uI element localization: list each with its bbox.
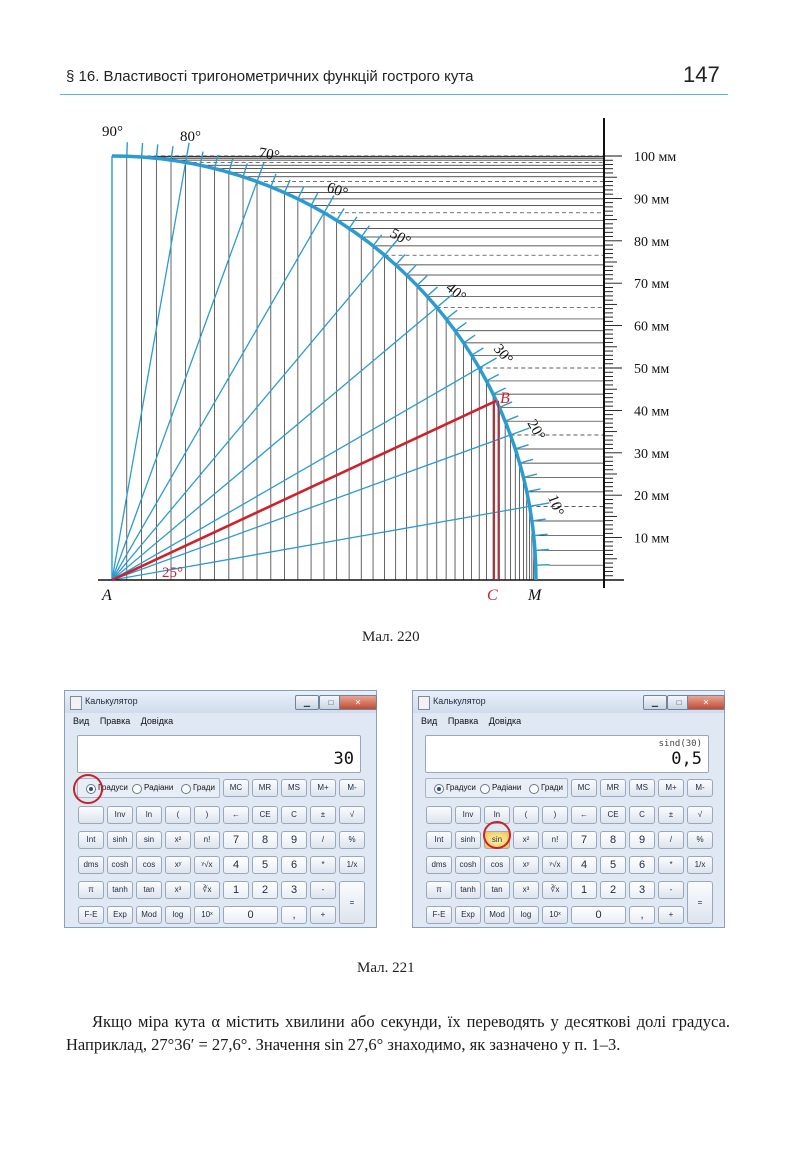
arc-tick	[472, 348, 484, 355]
1-key[interactable]: 1	[571, 881, 597, 899]
c-key[interactable]: C	[281, 806, 307, 824]
window-title: Калькулятор	[85, 696, 138, 706]
arc-tick	[361, 226, 369, 237]
cube-root-key[interactable]: ∛x	[194, 881, 220, 899]
scale-label: 30 мм	[634, 446, 670, 462]
arc-tick	[455, 323, 466, 331]
point-A-label: A	[102, 587, 112, 604]
pow10-key[interactable]: 10ˣ	[542, 906, 568, 924]
blank-key[interactable]	[426, 806, 452, 824]
power-key[interactable]: xʸ	[165, 856, 191, 874]
f-e-key[interactable]: F-E	[426, 906, 452, 924]
menu-edit[interactable]: Правка	[99, 716, 131, 726]
5-key[interactable]: 5	[600, 856, 626, 874]
arc-tick	[142, 143, 143, 157]
calculator-icon	[418, 696, 430, 710]
ray	[112, 307, 437, 580]
minus-key[interactable]: -	[310, 881, 336, 899]
backspace-key[interactable]: ←	[571, 806, 597, 824]
close-paren-key[interactable]: )	[542, 806, 568, 824]
ln-key[interactable]: ln	[484, 806, 510, 824]
0-key[interactable]: 0	[571, 906, 626, 924]
blank-key[interactable]	[78, 806, 104, 824]
arc-tick	[229, 159, 233, 172]
f-e-key[interactable]: F-E	[78, 906, 104, 924]
percent-key[interactable]: %	[339, 831, 365, 849]
reciprocal-key[interactable]: 1/x	[339, 856, 365, 874]
c-key[interactable]: C	[629, 806, 655, 824]
scale-label: 40 мм	[634, 404, 670, 420]
m--key[interactable]: M+	[310, 779, 336, 797]
tanh-key[interactable]: tanh	[107, 881, 133, 899]
0-key[interactable]: 0	[223, 906, 278, 924]
display-expression: sind(30)	[658, 739, 702, 749]
maximize-button[interactable]: □	[319, 695, 343, 710]
mc-key[interactable]: MC	[571, 779, 597, 797]
angle-label: 90°	[102, 124, 123, 140]
angle-25-label: 25°	[162, 565, 183, 581]
sinh-key[interactable]: sinh	[107, 831, 133, 849]
radio-radians[interactable]: Радіани	[480, 783, 521, 792]
exp-key[interactable]: Exp	[107, 906, 133, 924]
6-key[interactable]: 6	[281, 856, 307, 874]
scale-label: 70 мм	[634, 277, 670, 293]
arc-tick	[515, 445, 528, 449]
dms-key[interactable]: dms	[78, 856, 104, 874]
3-key[interactable]: 3	[629, 881, 655, 899]
arc-tick	[520, 459, 533, 463]
cube-key[interactable]: x³	[513, 881, 539, 899]
4-key[interactable]: 4	[223, 856, 249, 874]
mr-key[interactable]: MR	[600, 779, 626, 797]
arc-tick	[396, 255, 405, 265]
m--key[interactable]: M-	[339, 779, 365, 797]
ms-key[interactable]: MS	[281, 779, 307, 797]
sqrt-key[interactable]: √	[339, 806, 365, 824]
cosh-key[interactable]: cosh	[107, 856, 133, 874]
ce-key[interactable]: CE	[600, 806, 626, 824]
exp-key[interactable]: Exp	[455, 906, 481, 924]
cosh-key[interactable]: cosh	[455, 856, 481, 874]
9-key[interactable]: 9	[281, 831, 307, 849]
mod-key[interactable]: Mod	[484, 906, 510, 924]
2-key[interactable]: 2	[600, 881, 626, 899]
scale-label: 90 мм	[634, 192, 670, 208]
pi-key[interactable]: π	[78, 881, 104, 899]
scale-label: 10 мм	[634, 531, 670, 547]
multiply-key[interactable]: *	[658, 856, 684, 874]
angle-label: 30°	[489, 341, 516, 368]
arc-tick	[427, 287, 437, 296]
angle-label: 40°	[442, 279, 469, 306]
arc-tick	[505, 416, 518, 421]
calculator-icon	[70, 696, 82, 710]
square-key[interactable]: x²	[513, 831, 539, 849]
equals-key[interactable]: =	[339, 881, 365, 924]
factorial-key[interactable]: n!	[542, 831, 568, 849]
ms-key[interactable]: MS	[629, 779, 655, 797]
menu-bar	[421, 716, 529, 726]
title-bar	[413, 691, 724, 713]
dms-key[interactable]: dms	[426, 856, 452, 874]
log-key[interactable]: log	[513, 906, 539, 924]
arc-tick	[349, 217, 357, 229]
decimal-key[interactable]: ,	[281, 906, 307, 924]
body-paragraph	[66, 1010, 730, 1056]
paragraph-text: Якщо міра кута α містить хвилини або секунди, їх переводять у десяткові долі градуса. Наприклад, 27°36′ = 27,6°. Значення sin 27,6° знаходимо, як зазначено у п. 1–3.	[66, 1012, 730, 1054]
ce-key[interactable]: CE	[252, 806, 278, 824]
maximize-button[interactable]: □	[667, 695, 691, 710]
close-paren-key[interactable]: )	[194, 806, 220, 824]
plus-minus-key[interactable]: ±	[310, 806, 336, 824]
6-key[interactable]: 6	[629, 856, 655, 874]
m--key[interactable]: M+	[658, 779, 684, 797]
arc-tick	[407, 265, 417, 275]
tan-key[interactable]: tan	[136, 881, 162, 899]
7-key[interactable]: 7	[223, 831, 249, 849]
minus-key[interactable]: -	[658, 881, 684, 899]
7-key[interactable]: 7	[571, 831, 597, 849]
sin-key[interactable]: sin	[484, 831, 510, 849]
display-value: 0,5	[671, 749, 702, 769]
radio-degrees[interactable]: Градуси	[434, 783, 476, 792]
point-C-label: C	[487, 587, 498, 604]
menu-bar	[73, 716, 181, 726]
calculator-window-1	[64, 690, 377, 928]
arc-tick	[464, 335, 476, 343]
point-B-label: B	[500, 390, 510, 407]
menu-view[interactable]: Вид	[421, 716, 438, 726]
angle-label: 60°	[324, 179, 350, 202]
radio-radians[interactable]: Радіани	[132, 783, 173, 792]
cube-key[interactable]: x³	[165, 881, 191, 899]
cos-key[interactable]: cos	[136, 856, 162, 874]
mr-key[interactable]: MR	[252, 779, 278, 797]
divide-key[interactable]: /	[310, 831, 336, 849]
menu-view[interactable]: Вид	[73, 716, 90, 726]
radius-AB	[112, 401, 496, 580]
plus-minus-key[interactable]: ±	[658, 806, 684, 824]
factorial-key[interactable]: n!	[194, 831, 220, 849]
3-key[interactable]: 3	[281, 881, 307, 899]
square-key[interactable]: x²	[165, 831, 191, 849]
arc-tick	[479, 358, 496, 368]
angle-label: 80°	[180, 129, 201, 145]
menu-edit[interactable]: Правка	[447, 716, 479, 726]
scale-label: 50 мм	[634, 362, 670, 377]
5-key[interactable]: 5	[252, 856, 278, 874]
1-key[interactable]: 1	[223, 881, 249, 899]
page-number: 147	[683, 62, 720, 87]
angle-label: 10°	[544, 492, 567, 519]
8-key[interactable]: 8	[600, 831, 626, 849]
arc-tick	[446, 310, 457, 319]
figure-220-caption: Мал. 220	[362, 629, 420, 645]
arc-tick	[417, 276, 427, 286]
sinh-key[interactable]: sinh	[455, 831, 481, 849]
2-key[interactable]: 2	[252, 881, 278, 899]
tan-key[interactable]: tan	[484, 881, 510, 899]
menu-help[interactable]: Довідка	[140, 716, 174, 726]
int-key[interactable]: Int	[426, 831, 452, 849]
angle-label: 70°	[257, 145, 281, 165]
8-key[interactable]: 8	[252, 831, 278, 849]
arc-tick	[523, 474, 537, 477]
scale-label: 100 мм	[634, 150, 677, 165]
scale-label: 20 мм	[634, 489, 670, 505]
radio-grads[interactable]: Гради	[529, 783, 563, 792]
calculator-display	[77, 735, 361, 773]
power-key[interactable]: xʸ	[513, 856, 539, 874]
divide-key[interactable]: /	[658, 831, 684, 849]
inv-key[interactable]: Inv	[107, 806, 133, 824]
int-key[interactable]: Int	[78, 831, 104, 849]
inv-key[interactable]: Inv	[455, 806, 481, 824]
arc-tick	[311, 193, 318, 205]
root-y-key[interactable]: ʸ√x	[194, 856, 220, 874]
log-key[interactable]: log	[165, 906, 191, 924]
arc-tick	[271, 174, 276, 187]
4-key[interactable]: 4	[571, 856, 597, 874]
calculator-display	[425, 735, 709, 773]
highlight-circle	[73, 774, 103, 804]
multiply-key[interactable]: *	[310, 856, 336, 874]
open-paren-key[interactable]: (	[513, 806, 539, 824]
title-bar	[65, 691, 376, 713]
arc-tick	[186, 143, 189, 163]
mc-key[interactable]: MC	[223, 779, 249, 797]
mod-key[interactable]: Mod	[136, 906, 162, 924]
radio-degrees[interactable]: Градуси	[86, 783, 128, 792]
menu-help[interactable]: Довідка	[488, 716, 522, 726]
arc-tick	[324, 195, 334, 212]
radio-grads[interactable]: Гради	[181, 783, 215, 792]
ray	[112, 182, 257, 580]
cube-root-key[interactable]: ∛x	[542, 881, 568, 899]
scale-label: 60 мм	[634, 319, 670, 335]
angle-unit-group	[425, 778, 568, 798]
arc-tick	[527, 489, 541, 492]
highlight-circle	[483, 821, 511, 849]
m--key[interactable]: M-	[687, 779, 713, 797]
root-y-key[interactable]: ʸ√x	[542, 856, 568, 874]
minimize-button[interactable]: ▁	[643, 695, 667, 710]
equals-key[interactable]: =	[687, 881, 713, 924]
backspace-key[interactable]: ←	[223, 806, 249, 824]
close-button[interactable]: ✕	[687, 695, 725, 710]
pow10-key[interactable]: 10ˣ	[194, 906, 220, 924]
cos-key[interactable]: cos	[484, 856, 510, 874]
decimal-key[interactable]: ,	[629, 906, 655, 924]
arc-tick	[486, 374, 498, 381]
arc-tick	[535, 549, 549, 550]
arc-tick	[373, 235, 382, 246]
close-button[interactable]: ✕	[339, 695, 377, 710]
sqrt-key[interactable]: √	[687, 806, 713, 824]
ray	[112, 255, 385, 580]
ln-key[interactable]: ln	[136, 806, 162, 824]
9-key[interactable]: 9	[629, 831, 655, 849]
window-title: Калькулятор	[433, 696, 486, 706]
reciprocal-key[interactable]: 1/x	[687, 856, 713, 874]
display-value: 30	[333, 749, 354, 769]
angle-label: 20°	[523, 417, 548, 444]
arc-tick	[337, 209, 344, 221]
point-M-label: M	[528, 587, 542, 604]
calculator-window-2	[412, 690, 725, 928]
section-title: § 16. Властивості тригонометричних функцій гострого кута	[66, 68, 474, 85]
scale-label: 80 мм	[634, 234, 670, 250]
plus-key[interactable]: +	[310, 906, 336, 924]
angle-label: 50°	[387, 225, 414, 250]
percent-key[interactable]: %	[687, 831, 713, 849]
tanh-key[interactable]: tanh	[455, 881, 481, 899]
figure-221-caption: Мал. 221	[357, 960, 415, 976]
pi-key[interactable]: π	[426, 881, 452, 899]
open-paren-key[interactable]: (	[165, 806, 191, 824]
plus-key[interactable]: +	[658, 906, 684, 924]
minimize-button[interactable]: ▁	[295, 695, 319, 710]
sin-key[interactable]: sin	[136, 831, 162, 849]
